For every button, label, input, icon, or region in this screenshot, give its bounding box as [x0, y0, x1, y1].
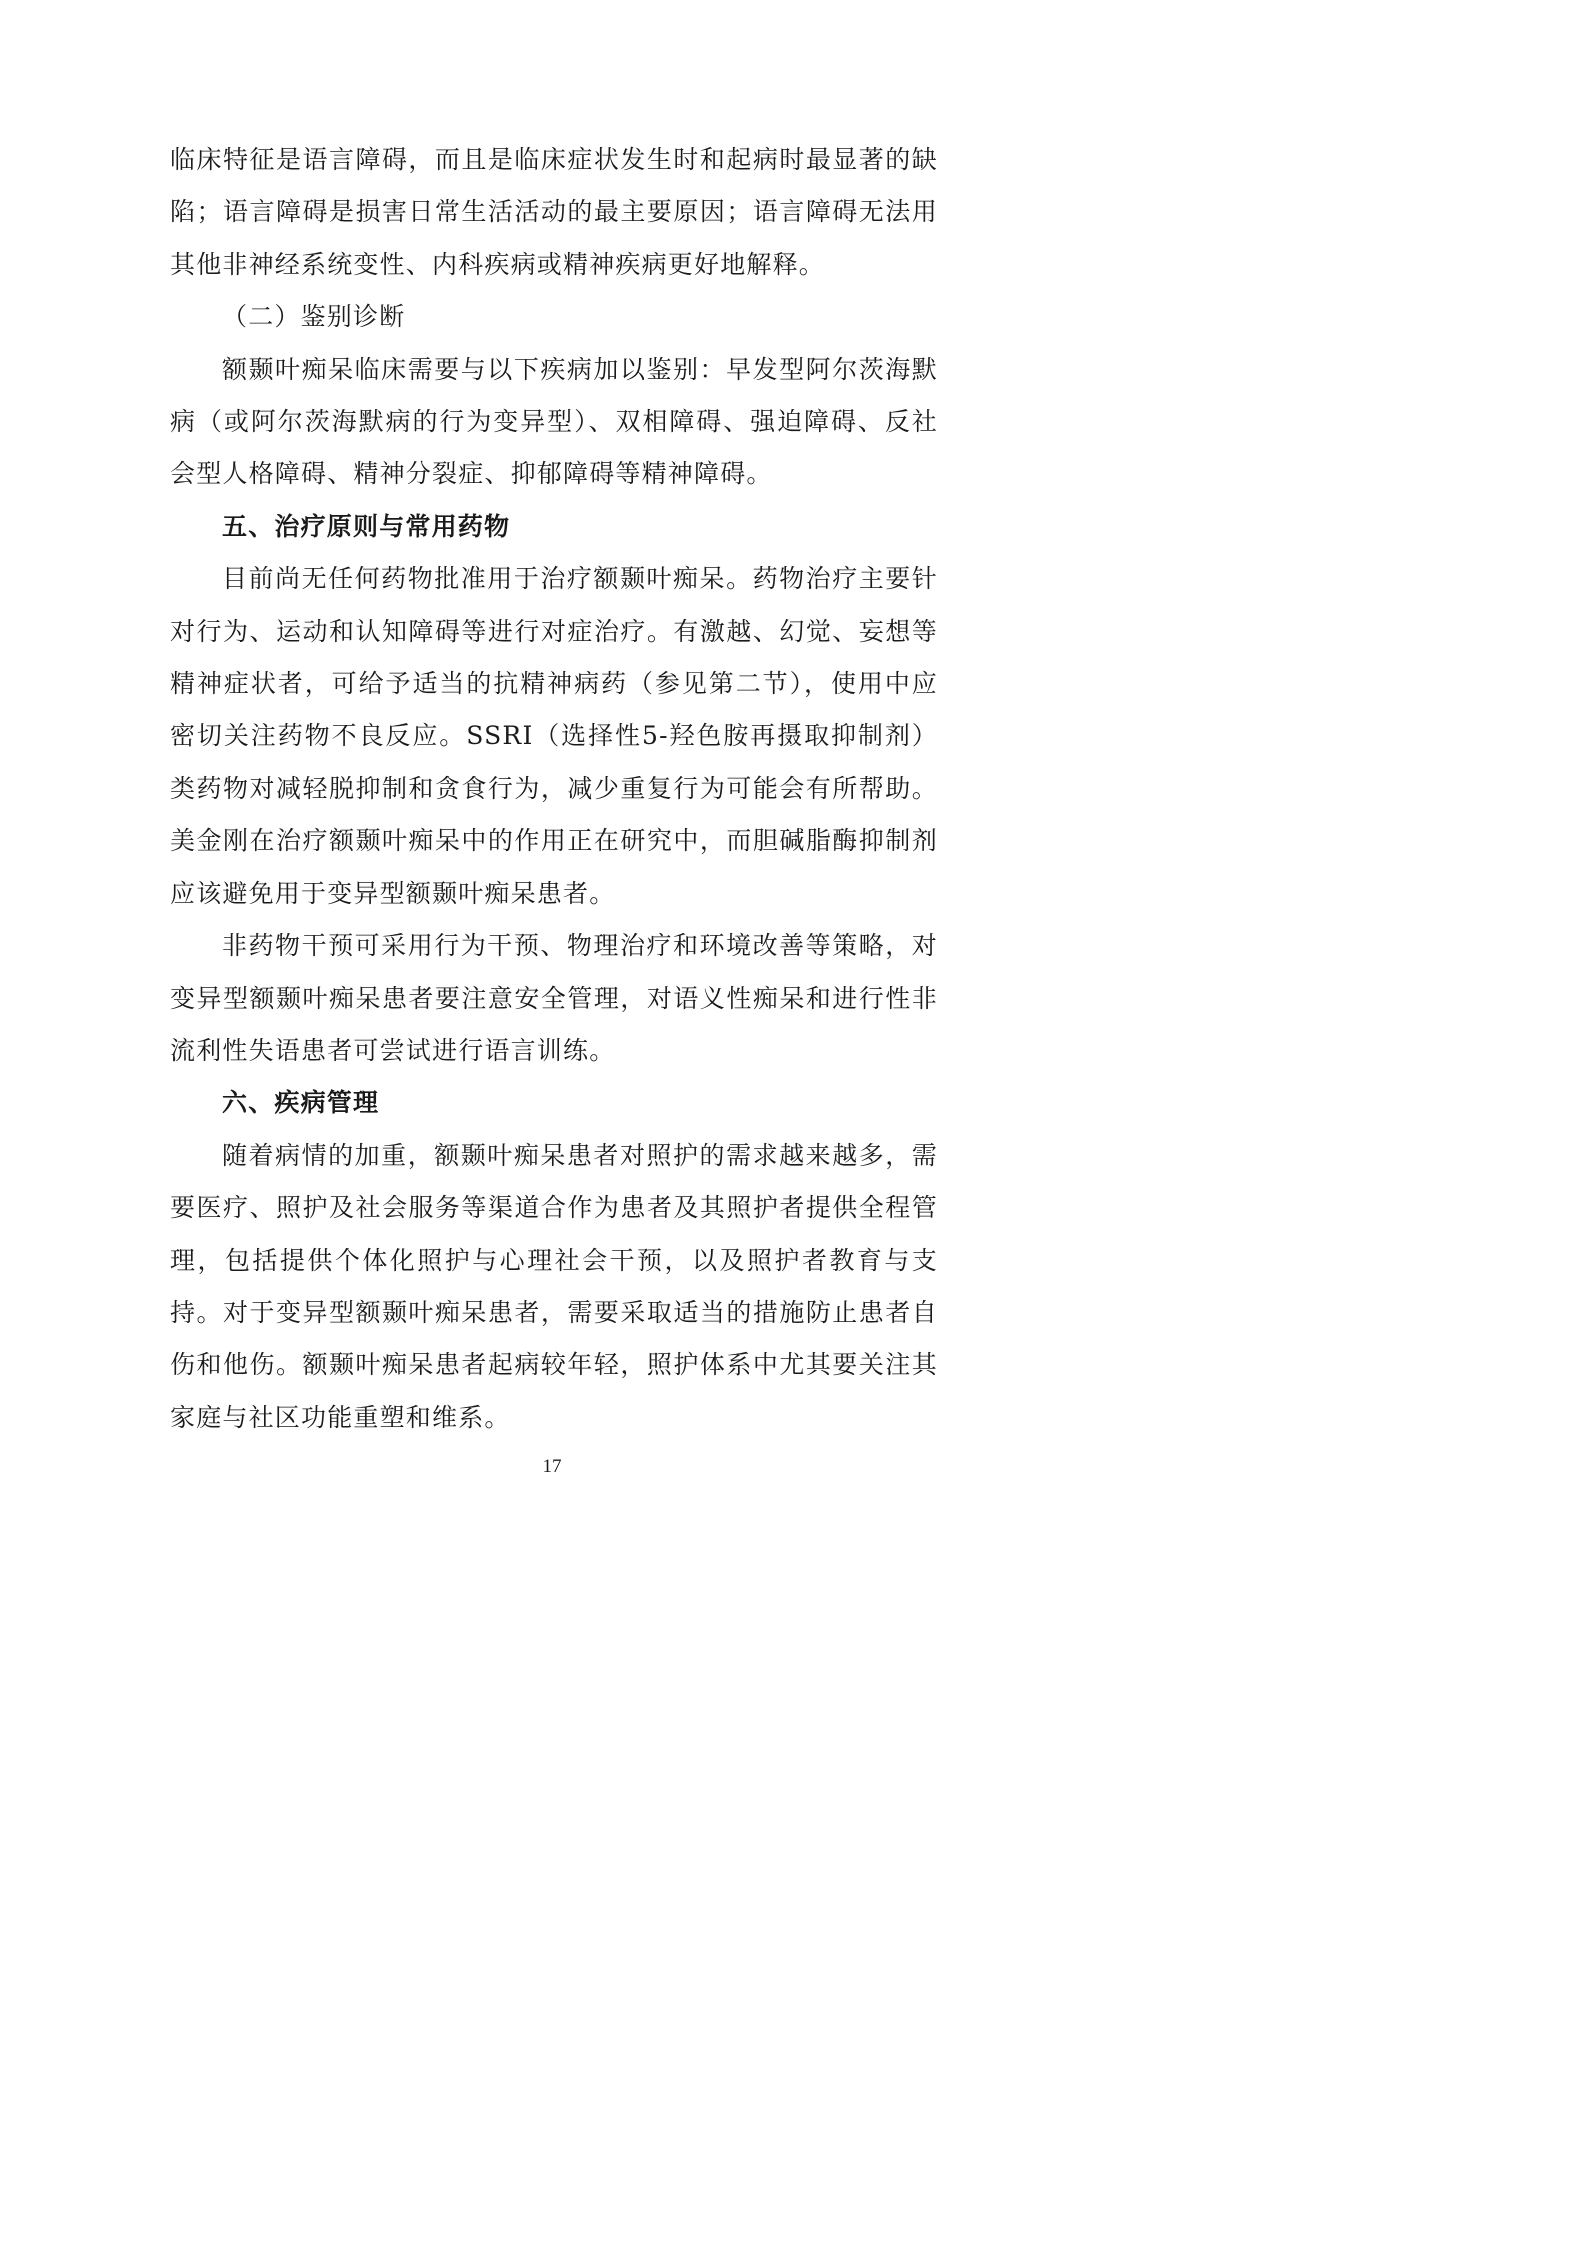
- paragraph-disease-management: 随着病情的加重，额颞叶痴呆患者对照护的需求越来越多，需要医疗、照护及社会服务等渠道合作为患者及其照护者提供全程管理，包括提供个体化照护与心理社会干预，以及照护者教育与支持。对于变异型额颞叶痴呆患者，需要采取适当的措施防止患者自伤和他伤。额颞叶痴呆患者起病较年轻，照护体系中尤其要关注其家庭与社区功能重塑和维系。: [170, 1140, 938, 1432]
- paragraph-differential-diagnosis: 额颞叶痴呆临床需要与以下疾病加以鉴别：早发型阿尔茨海默病（或阿尔茨海默病的行为变异型）、双相障碍、强迫障碍、反社会型人格障碍、精神分裂症、抑郁障碍等精神障碍。: [170, 354, 938, 489]
- paragraph-non-drug-intervention: 非药物干预可采用行为干预、物理治疗和环境改善等策略，对变异型额颞叶痴呆患者要注意安全管理，对语义性痴呆和进行性非流利性失语患者可尝试进行语言训练。: [170, 931, 938, 1065]
- paragraph-clinical-features-cont: 临床特征是语言障碍，而且是临床症状发生时和起病时最显著的缺陷；语言障碍是损害日常生活活动的最主要原因；语言障碍无法用其他非神经系统变性、内科疾病或精神疾病更好地解释。: [170, 145, 938, 279]
- section-heading-disease-management: 六、疾病管理: [222, 1088, 380, 1118]
- document-body: [170, 134, 938, 1444]
- section-heading-treatment: 五、治疗原则与常用药物: [222, 511, 511, 541]
- paragraph-drug-treatment: 目前尚无任何药物批准用于治疗额颞叶痴呆。药物治疗主要针对行为、运动和认知障碍等进行对症治疗。有激越、幻觉、妄想等精神症状者，可给予适当的抗精神病药（参见第二节），使用中应密切关注药物不良反应。SSRI（选择性5-羟色胺再摄取抑制剂）类药物对减轻脱抑制和贪食行为，减少重复行为可能会有所帮助。美金刚在治疗额颞叶痴呆中的作用正在研究中，而胆碱脂酶抑制剂应该避免用于变异型额颞叶痴呆患者。: [170, 564, 938, 908]
- subheading-differential-diagnosis: （二）鉴别诊断: [222, 302, 406, 332]
- page-number: 17: [542, 1456, 562, 1477]
- document-page: [0, 0, 1104, 1561]
